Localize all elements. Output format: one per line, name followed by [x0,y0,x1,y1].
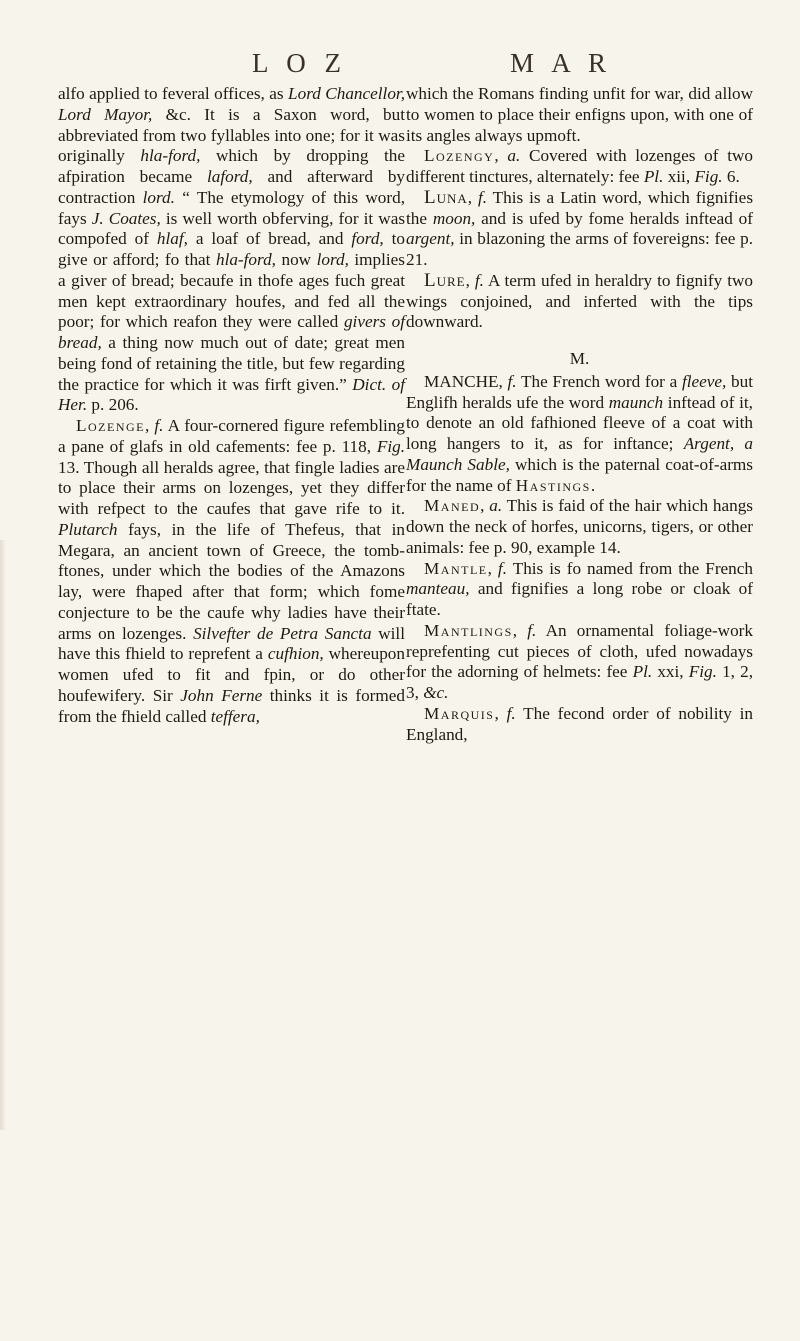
dictionary-entry: Mantle, f. This is fo named from the French manteau, and fignifies a long robe or cloak of ftate. [406,558,754,619]
dictionary-entry: Mantlings, f. An ornamental foliage-work reprefenting cut pieces of cloth, ufed nowadays for the adorning of helmets: fee Pl. xxi, Fig. 1, 2, 3, &c. [406,620,754,702]
dictionary-entry: Luna, f. This is a Latin word, which fignifies the moon, and is ufed by fome heralds inftead of argent, in blazoning the arms of fovereigns: fee p. 21. [406,186,754,269]
dictionary-entry: Lure, f. A term ufed in heraldry to fignify two wings conjoined, and inferted with the tips downward. [406,269,754,332]
dictionary-entry: MANCHE, f. The French word for a fleeve, but Englifh heralds ufe the word maunch inftead of it, to denote an old fafhioned fleeve of a coat with long hangers to it, as for inftance; Argent, a Maunch Sable, which is the paternal coat-of-arms for the name of Hastings. [406,371,753,495]
dictionary-entry: which the Romans finding unfit for war, did allow to women to place their enfigns upon, with one of its angles always upmoft. [406,84,753,145]
section-letter: M. [569,349,590,368]
dictionary-entry: Maned, a. This is faid of the hair which hangs down the neck of horfes, unicorns, tigers, or other animals: fee p. 90, example 14. [406,496,753,557]
running-head-right: M A R [510,48,613,78]
dictionary-entry: alfo applied to feveral offices, as Lord Chancellor, Lord Mayor, &c. It is a Saxon word, but abbreviated from two fyllables into one; for it was originally hla-ford, which by dropping the afpiration became laford, and afterward by contraction lord. “ The etymology of this word, fays J. Coates, is well worth obferving, for it was compofed of hlaf, a loaf of bread, and ford, to give or afford; fo that hla-ford, now lord, implies a giver of bread; becaufe in thofe ages fuch great men kept extraordinary houfes, and fed all the poor; for which reafon they were called givers of bread, a thing now much out of date; great men being fond of retaining the title, but few regarding the practice for which it was firft given.” Dict. of Her. p. 206. [58,84,406,415]
page-edge-shadow [0,540,6,1130]
left-column [58,84,405,727]
right-column [406,84,753,745]
running-head-left: L O Z [252,48,347,78]
dictionary-entry: Lozenge, f. A four-cornered figure refembling a pane of glafs in old cafements: fee p. 118, Fig. 13. Though all heralds agree, that fingle ladies are to place their arms on lozenges, yet they differ with refpect to the caufes that gave rife to it. Plutarch fays, in the life of Thefeus, that in Megara, an ancient town of Greece, the tomb-ftones, under which the bodies of the Amazons lay, were fhaped after that form; which fome conjecture to be the caufe why ladies have their arms on lozenges. Silvefter de Petra Sancta will have this fhield to reprefent a cufhion, whereupon women ufed to fit and fpin, or do other houfewifery. Sir John Ferne thinks it is formed from the fhield called teffera, [58,416,405,726]
dictionary-entry: Marquis, f. The fecond order of nobility in England, [406,703,753,744]
dictionary-entry: Lozengy, a. Covered with lozenges of two different tinctures, alternately: fee Pl. xii, Fig. 6. [406,146,754,186]
